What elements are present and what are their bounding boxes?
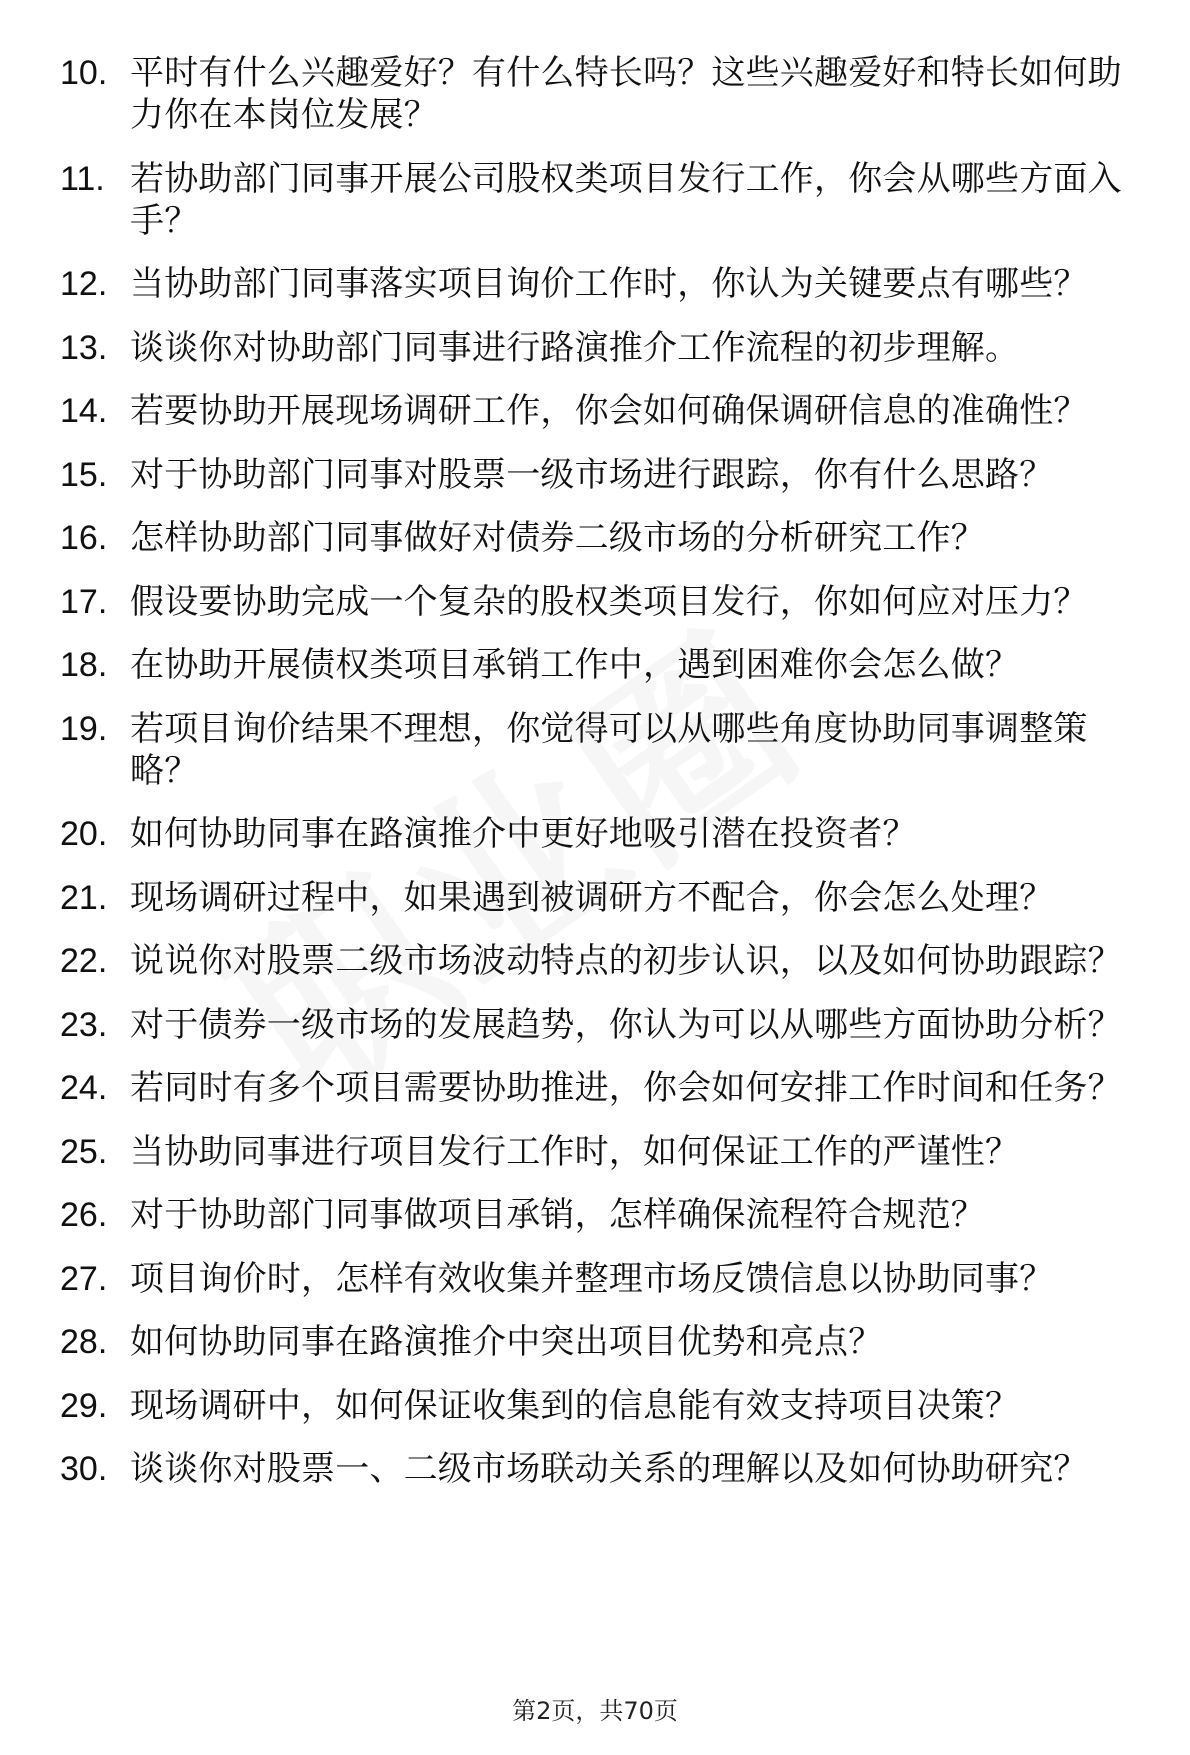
question-text: 若同时有多个项目需要协助推进，你会如何安排工作时间和任务？	[130, 1068, 1122, 1108]
question-number: 23.	[60, 1005, 108, 1044]
question-number: 30.	[60, 1450, 108, 1488]
question-text: 平时有什么兴趣爱好？有什么特长吗？这些兴趣爱好和特长如何助力你在本岗位发展？	[130, 53, 1122, 135]
question-number: 11.	[60, 159, 105, 198]
question-number: 13.	[60, 328, 108, 367]
question-number: 14.	[60, 392, 108, 430]
question-text: 当协助同事进行项目发行工作时，如何保证工作的严谨性？	[130, 1131, 1020, 1172]
question-text: 对于协助部门同事做项目承销，怎样确保流程符合规范？	[130, 1195, 985, 1235]
question-item	[60, 813, 1150, 855]
question-number: 10.	[60, 54, 108, 92]
question-number: 19.	[60, 709, 108, 748]
page-footer: 第2页，共70页	[512, 1697, 678, 1725]
question-number: 29.	[60, 1386, 108, 1425]
question-item	[60, 1194, 1150, 1236]
question-item	[60, 940, 1150, 982]
question-number: 17.	[60, 582, 108, 621]
question-number: 12.	[60, 265, 108, 303]
question-item	[60, 390, 1150, 432]
question-number: 21.	[60, 878, 108, 917]
question-text: 如何协助同事在路演推介中突出项目优势和亮点？	[130, 1322, 883, 1362]
question-item	[60, 454, 1150, 496]
question-text: 现场调研过程中，如果遇到被调研方不配合，你会怎么处理？	[130, 877, 1054, 918]
question-text: 谈谈你对股票一、二级市场联动关系的理解以及如何协助研究？	[130, 1449, 1088, 1489]
question-item	[60, 1004, 1150, 1046]
question-number: 22.	[60, 942, 108, 980]
question-text: 现场调研中，如何保证收集到的信息能有效支持项目决策？	[130, 1385, 1020, 1426]
question-item	[60, 52, 1150, 136]
question-number: 18.	[60, 646, 108, 684]
question-text: 谈谈你对协助部门同事进行路演推介工作流程的初步理解。	[130, 327, 1020, 368]
question-number: 20.	[60, 815, 108, 853]
question-number: 27.	[60, 1259, 108, 1298]
question-item	[60, 708, 1150, 792]
question-text: 项目询价时，怎样有效收集并整理市场反馈信息以协助同事？	[130, 1258, 1054, 1299]
question-text: 在协助开展债权类项目承销工作中，遇到困难你会怎么做？	[130, 645, 1020, 685]
question-text: 若要协助开展现场调研工作，你会如何确保调研信息的准确性？	[130, 391, 1088, 431]
question-item	[60, 1258, 1150, 1300]
question-item	[60, 1385, 1150, 1427]
question-text: 如何协助同事在路演推介中更好地吸引潜在投资者？	[130, 814, 917, 854]
question-text: 假设要协助完成一个复杂的股权类项目发行，你如何应对压力？	[130, 581, 1088, 622]
question-text: 说说你对股票二级市场波动特点的初步认识，以及如何协助跟踪？	[130, 941, 1122, 981]
question-number: 26.	[60, 1196, 108, 1234]
question-item	[60, 1131, 1150, 1173]
question-text: 若协助部门同事开展公司股权类项目发行工作，你会从哪些方面入手？	[130, 158, 1122, 241]
question-text: 怎样协助部门同事做好对债券二级市场的分析研究工作？	[130, 518, 985, 558]
question-item	[60, 877, 1150, 919]
question-item	[60, 1321, 1150, 1363]
question-text: 当协助部门同事落实项目询价工作时，你认为关键要点有哪些？	[130, 264, 1088, 304]
question-number: 16.	[60, 519, 108, 557]
question-list	[60, 52, 1150, 1512]
question-item	[60, 581, 1150, 623]
question-item	[60, 1448, 1150, 1490]
question-text: 对于协助部门同事对股票一级市场进行跟踪，你有什么思路？	[130, 454, 1054, 495]
question-item	[60, 1067, 1150, 1109]
question-number: 28.	[60, 1323, 108, 1361]
question-number: 24.	[60, 1069, 108, 1107]
question-number: 15.	[60, 455, 108, 494]
question-number: 25.	[60, 1132, 108, 1171]
question-text: 对于债券一级市场的发展趋势，你认为可以从哪些方面协助分析？	[130, 1004, 1122, 1045]
question-text: 若项目询价结果不理想，你觉得可以从哪些角度协助同事调整策略？	[130, 708, 1088, 791]
question-item	[60, 517, 1150, 559]
question-item	[60, 158, 1150, 242]
question-item	[60, 263, 1150, 305]
question-item	[60, 644, 1150, 686]
question-item	[60, 327, 1150, 369]
